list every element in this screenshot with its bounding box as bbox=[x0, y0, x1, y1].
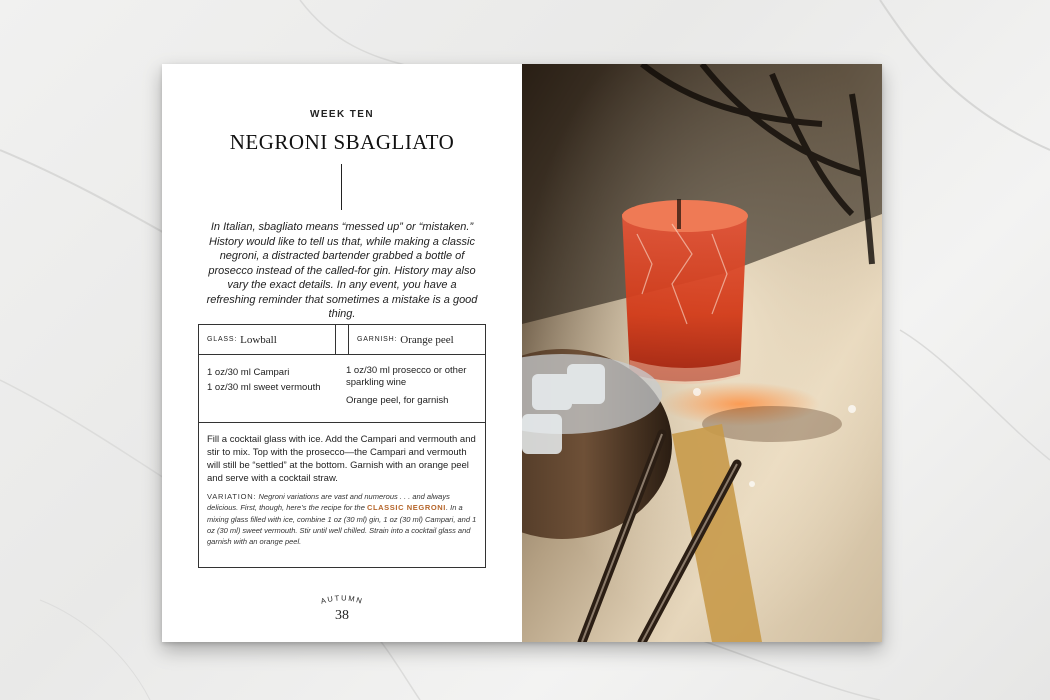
ingredients-box bbox=[198, 354, 486, 423]
cell-divider bbox=[336, 325, 349, 354]
variation-label: VARIATION: bbox=[207, 492, 257, 501]
glass-label: GLASS: bbox=[207, 336, 238, 343]
week-label: WEEK TEN bbox=[310, 109, 374, 120]
glass-garnish-row bbox=[198, 324, 486, 355]
divider-line bbox=[341, 164, 342, 210]
svg-text:AUTUMN bbox=[320, 593, 365, 605]
garnish-label: GARNISH: bbox=[357, 336, 398, 343]
cocktail-photo bbox=[522, 64, 882, 642]
method-box bbox=[198, 422, 486, 568]
recipe-title: NEGRONI SBAGLIATO bbox=[229, 130, 455, 154]
glass-cell bbox=[199, 325, 336, 354]
ingredients-right bbox=[346, 355, 485, 422]
glass-value: Lowball bbox=[240, 333, 277, 346]
intro-text: In Italian, sbagliato means “messed up” or “mistaken.” History would like to tell us that, while making a classic negroni, a distracted bartender grabbed a bottle of prosecco instead of the called-for gin. History may also vary the exact details. In any event, you have a refreshing reminder that sometimes a mistake is a good thing. bbox=[206, 221, 478, 320]
garnish-cell bbox=[349, 325, 485, 354]
ingredients-left bbox=[199, 355, 346, 422]
ingredient-item: 1 oz/30 ml sweet vermouth bbox=[207, 382, 321, 393]
ingredient-item: Orange peel, for garnish bbox=[346, 395, 449, 406]
section-name: AUTUMN bbox=[319, 593, 365, 606]
variation-text-2: . In a mixing glass filled with ice, combine 1 oz (30 ml) gin, 1 oz (30 ml) Campari, and 1 oz (30 ml) sweet vermouth. Stir until well chilled. Strain into a cocktail glass and garnish with an orange peel. bbox=[207, 503, 477, 547]
classic-negroni-link: CLASSIC NEGRONI bbox=[366, 503, 446, 513]
cocktail-image bbox=[522, 64, 882, 642]
method-text: Fill a cocktail glass with ice. Add the Campari and vermouth and stir to mix. Top with the prosecco—the Campari and vermouth will still be “settled” at the bottom. Garnish with an orange peel and serve with a cocktail straw. bbox=[207, 434, 476, 484]
recipe-page bbox=[162, 64, 522, 642]
variation-text bbox=[207, 491, 477, 547]
ingredient-item: 1 oz/30 ml prosecco or other sparkling wine bbox=[346, 365, 467, 388]
book-spread bbox=[162, 64, 882, 642]
variation-text-1: Negroni variations are vast and numerous . . . and always delicious. First, though, here’s the recipe for the bbox=[207, 492, 450, 513]
section-label bbox=[302, 590, 382, 610]
page-number: 38 bbox=[335, 608, 349, 623]
ingredient-item: 1 oz/30 ml Campari bbox=[207, 367, 290, 378]
garnish-value: Orange peel bbox=[400, 333, 454, 346]
